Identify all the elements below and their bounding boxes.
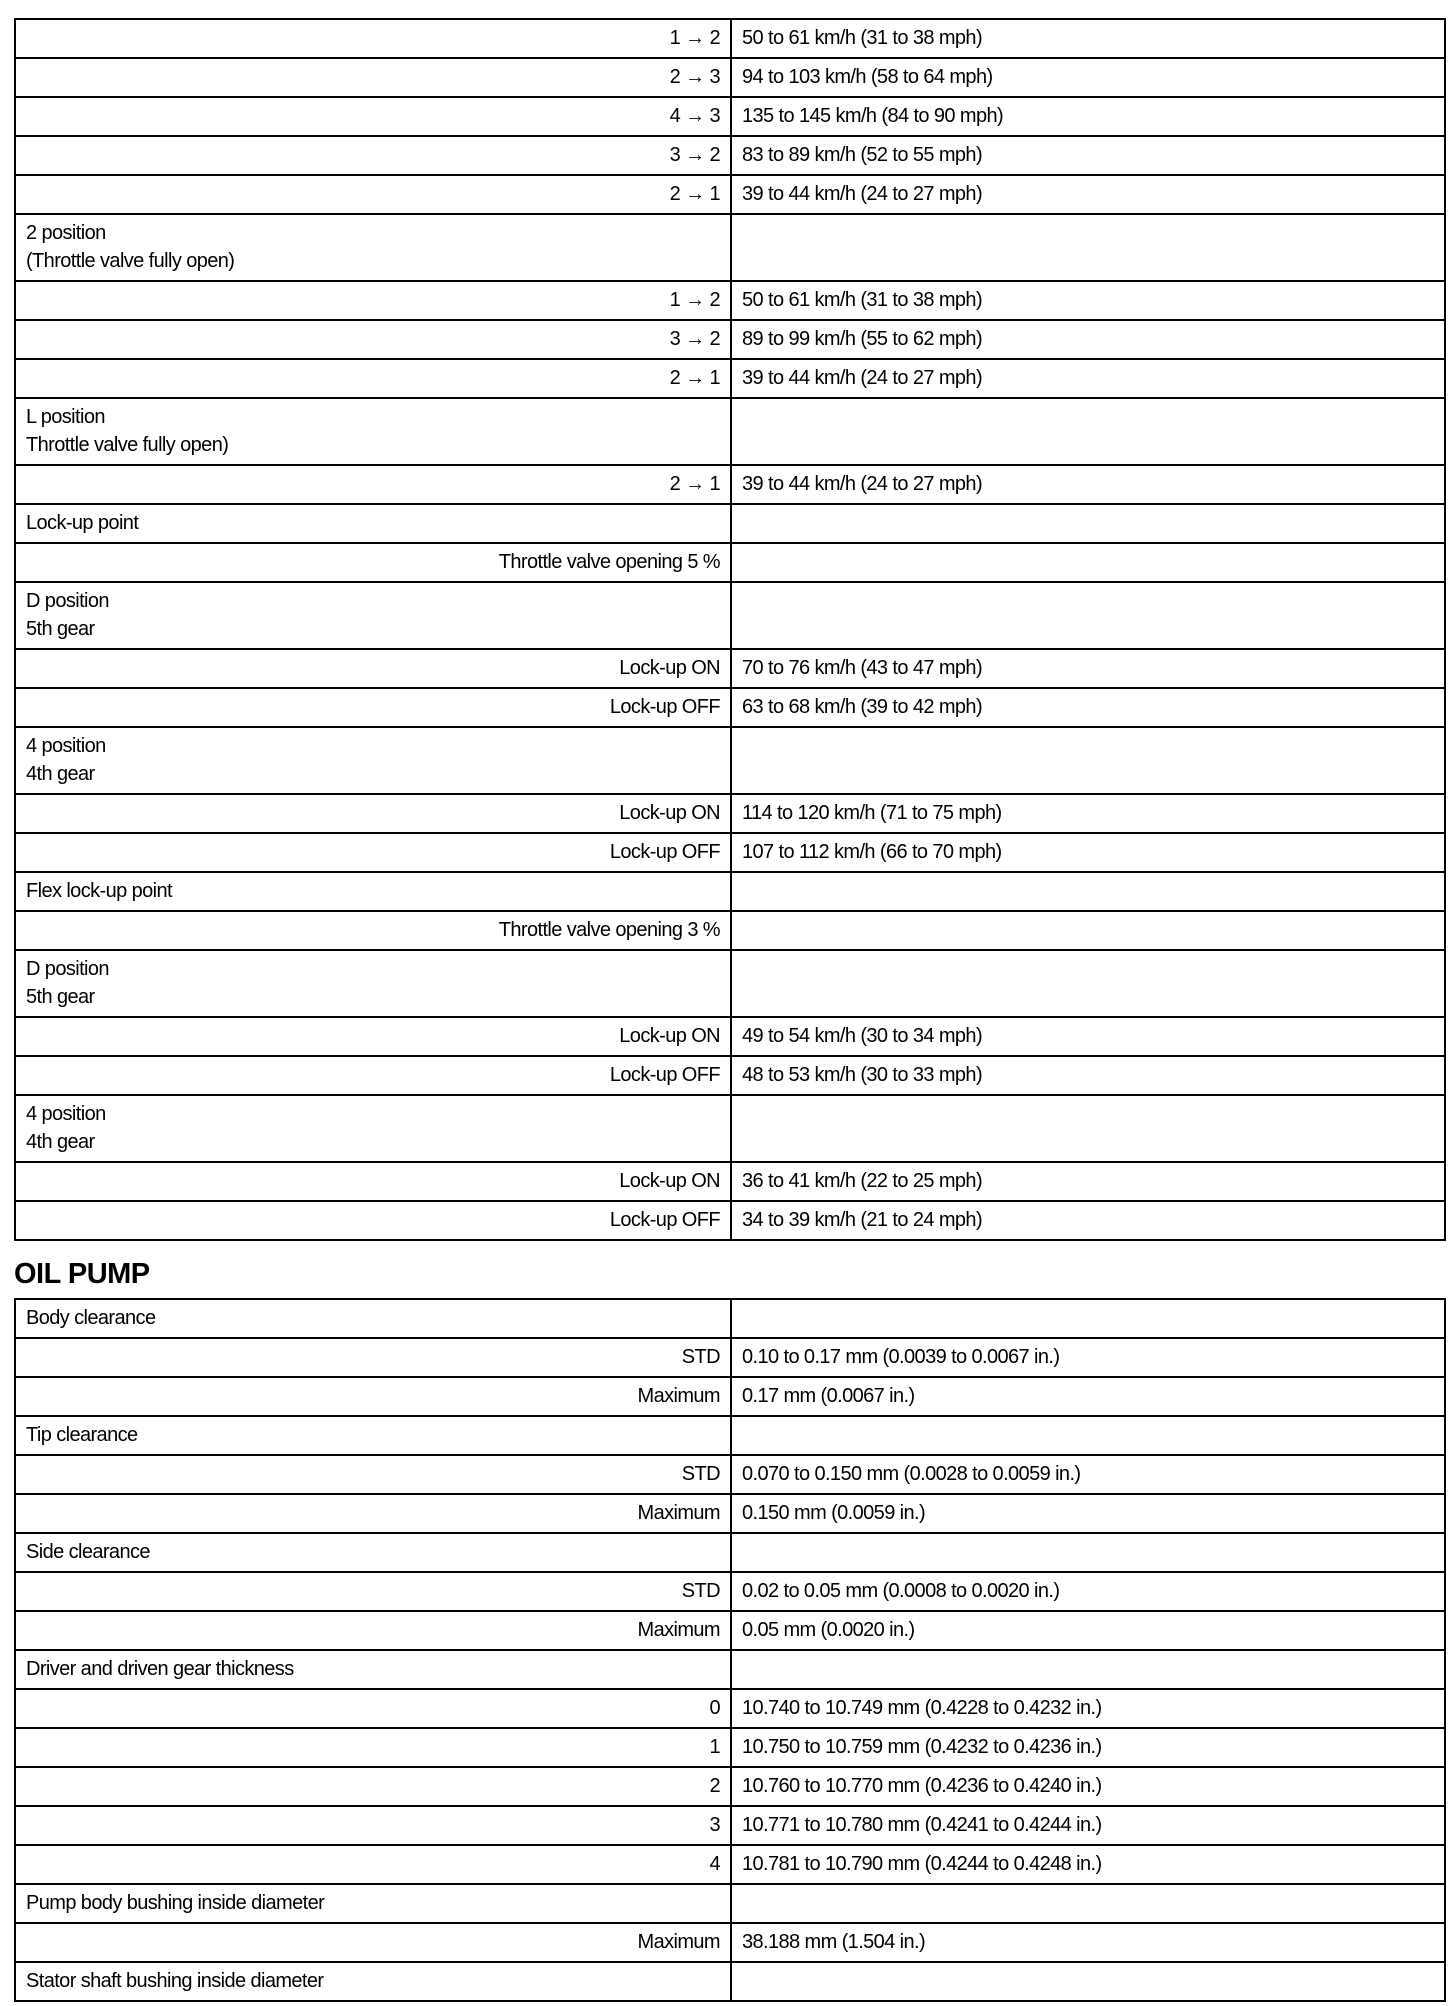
spec-label-cell (16, 728, 732, 793)
spec-value-cell (732, 1417, 1444, 1454)
spec-group-label: 4th gear (26, 763, 95, 785)
spec-row (14, 1057, 1446, 1096)
spec-label-cell: 1 → 2 (16, 20, 732, 57)
spec-label-cell (16, 505, 732, 542)
spec-row (14, 321, 1446, 360)
spec-label-cell: 4 (16, 1846, 732, 1883)
spec-value-cell: 114 to 120 km/h (71 to 75 mph) (742, 802, 1002, 824)
spec-value-cell: 94 to 103 km/h (58 to 64 mph) (742, 66, 993, 88)
spec-value-cell (732, 1300, 1444, 1337)
spec-label-cell (16, 399, 732, 464)
spec-value-cell: 48 to 53 km/h (30 to 33 mph) (742, 1064, 983, 1086)
spec-value-cell: 10.781 to 10.790 mm (0.4244 to 0.4248 in.) (742, 1853, 1102, 1875)
spec-value-cell: 39 to 44 km/h (24 to 27 mph) (742, 367, 983, 389)
spec-group-row (14, 505, 1446, 544)
oil-pump-spec-table (14, 1298, 1446, 2002)
spec-label-cell: Lock-up ON (16, 1018, 732, 1055)
spec-value-cell (732, 1534, 1444, 1571)
spec-value-cell: 50 to 61 km/h (31 to 38 mph) (742, 27, 983, 49)
spec-label-cell: STD (16, 1456, 732, 1493)
spec-value-cell: 135 to 145 km/h (84 to 90 mph) (742, 105, 1004, 127)
spec-group-label: 4 position (26, 735, 106, 757)
spec-row (14, 59, 1446, 98)
spec-row (14, 1202, 1446, 1241)
spec-value-cell: 0.17 mm (0.0067 in.) (742, 1385, 915, 1407)
spec-label-cell: Lock-up OFF (16, 834, 732, 871)
spec-row (14, 689, 1446, 728)
spec-label-cell: 3 → 2 (16, 321, 732, 358)
spec-label-cell (16, 951, 732, 1016)
spec-label-cell: Throttle valve opening 5 % (16, 544, 732, 581)
spec-label-cell: Lock-up OFF (16, 689, 732, 726)
spec-value-cell (732, 583, 1444, 648)
spec-label-cell: 2 → 1 (16, 176, 732, 213)
spec-group-row (14, 873, 1446, 912)
spec-label-cell (16, 1885, 732, 1922)
spec-value-cell: 89 to 99 km/h (55 to 62 mph) (742, 328, 983, 350)
spec-label-cell (16, 1417, 732, 1454)
spec-label-cell: 0 (16, 1690, 732, 1727)
spec-group-row (14, 1096, 1446, 1163)
spec-group-row (14, 1651, 1446, 1690)
spec-group-label: 4th gear (26, 1131, 95, 1153)
spec-value-cell (732, 912, 1444, 949)
spec-row (14, 1729, 1446, 1768)
spec-value-cell: 0.070 to 0.150 mm (0.0028 to 0.0059 in.) (742, 1463, 1081, 1485)
spec-label-cell (16, 1096, 732, 1161)
spec-row (14, 466, 1446, 505)
spec-row (14, 1573, 1446, 1612)
spec-group-label: Throttle valve fully open) (26, 434, 229, 456)
spec-group-label: Stator shaft bushing inside diameter (26, 1970, 324, 1992)
spec-label-cell (16, 583, 732, 648)
spec-group-label: Tip clearance (26, 1424, 138, 1446)
spec-row (14, 176, 1446, 215)
spec-value-cell (732, 544, 1444, 581)
spec-value-cell: 63 to 68 km/h (39 to 42 mph) (742, 696, 983, 718)
spec-label-cell: Throttle valve opening 3 % (16, 912, 732, 949)
spec-group-label: 2 position (26, 222, 106, 244)
spec-row (14, 912, 1446, 951)
spec-row (14, 98, 1446, 137)
spec-value-cell (732, 1096, 1444, 1161)
spec-row (14, 1612, 1446, 1651)
spec-label-cell (16, 1651, 732, 1688)
spec-label-cell: 2 → 3 (16, 59, 732, 96)
spec-group-row (14, 1534, 1446, 1573)
spec-row (14, 1456, 1446, 1495)
spec-row (14, 650, 1446, 689)
spec-group-row (14, 215, 1446, 282)
spec-label-cell: 1 → 2 (16, 282, 732, 319)
spec-label-cell (16, 1534, 732, 1571)
spec-label-cell (16, 215, 732, 280)
spec-value-cell (732, 1885, 1444, 1922)
spec-row (14, 1846, 1446, 1885)
spec-value-cell: 0.02 to 0.05 mm (0.0008 to 0.0020 in.) (742, 1580, 1060, 1602)
spec-value-cell: 49 to 54 km/h (30 to 34 mph) (742, 1025, 983, 1047)
spec-value-cell: 0.05 mm (0.0020 in.) (742, 1619, 915, 1641)
spec-value-cell: 50 to 61 km/h (31 to 38 mph) (742, 289, 983, 311)
spec-value-cell: 70 to 76 km/h (43 to 47 mph) (742, 657, 983, 679)
spec-value-cell (732, 505, 1444, 542)
spec-row (14, 1378, 1446, 1417)
spec-group-row (14, 728, 1446, 795)
spec-row (14, 282, 1446, 321)
spec-group-row (14, 1885, 1446, 1924)
spec-value-cell: 10.740 to 10.749 mm (0.4228 to 0.4232 in.) (742, 1697, 1102, 1719)
spec-value-cell (732, 951, 1444, 1016)
spec-row (14, 20, 1446, 59)
spec-label-cell: 2 → 1 (16, 466, 732, 503)
spec-value-cell: 10.750 to 10.759 mm (0.4232 to 0.4236 in.) (742, 1736, 1102, 1758)
spec-group-label: Pump body bushing inside diameter (26, 1892, 325, 1914)
spec-row (14, 1495, 1446, 1534)
spec-label-cell: STD (16, 1573, 732, 1610)
spec-group-row (14, 583, 1446, 650)
spec-row (14, 544, 1446, 583)
spec-label-cell: Lock-up OFF (16, 1057, 732, 1094)
spec-label-cell: 3 (16, 1807, 732, 1844)
spec-row (14, 1924, 1446, 1963)
spec-label-cell: Maximum (16, 1612, 732, 1649)
spec-row (14, 1807, 1446, 1846)
spec-group-row (14, 399, 1446, 466)
spec-value-cell: 0.150 mm (0.0059 in.) (742, 1502, 926, 1524)
spec-group-label: Body clearance (26, 1307, 156, 1329)
spec-value-cell (732, 215, 1444, 280)
spec-group-label: Driver and driven gear thickness (26, 1658, 294, 1680)
spec-label-cell: Lock-up ON (16, 650, 732, 687)
shift-point-spec-table (14, 18, 1446, 1241)
spec-group-label: D position (26, 958, 109, 980)
spec-row (14, 834, 1446, 873)
spec-row (14, 137, 1446, 176)
spec-label-cell: 2 (16, 1768, 732, 1805)
spec-value-cell: 0.10 to 0.17 mm (0.0039 to 0.0067 in.) (742, 1346, 1060, 1368)
spec-label-cell: Lock-up OFF (16, 1202, 732, 1239)
spec-row (14, 1018, 1446, 1057)
spec-value-cell: 107 to 112 km/h (66 to 70 mph) (742, 841, 1002, 863)
spec-group-label: Flex lock-up point (26, 880, 172, 902)
spec-row (14, 1768, 1446, 1807)
spec-value-cell: 10.760 to 10.770 mm (0.4236 to 0.4240 in.) (742, 1775, 1102, 1797)
spec-label-cell: Maximum (16, 1495, 732, 1532)
spec-label-cell: Lock-up ON (16, 1163, 732, 1200)
spec-value-cell (732, 1963, 1444, 2000)
spec-group-label: 5th gear (26, 618, 95, 640)
spec-row (14, 1339, 1446, 1378)
spec-group-label: D position (26, 590, 109, 612)
spec-group-row (14, 1963, 1446, 2002)
spec-label-cell: Maximum (16, 1378, 732, 1415)
spec-value-cell (732, 1651, 1444, 1688)
spec-label-cell (16, 1300, 732, 1337)
spec-row (14, 795, 1446, 834)
spec-label-cell: Maximum (16, 1924, 732, 1961)
spec-value-cell: 10.771 to 10.780 mm (0.4241 to 0.4244 in.) (742, 1814, 1102, 1836)
spec-group-label: (Throttle valve fully open) (26, 250, 235, 272)
spec-group-row (14, 1417, 1446, 1456)
spec-group-row (14, 1300, 1446, 1339)
spec-group-row (14, 951, 1446, 1018)
spec-label-cell: 2 → 1 (16, 360, 732, 397)
spec-label-cell (16, 1963, 732, 2000)
spec-label-cell: Lock-up ON (16, 795, 732, 832)
spec-group-label: Lock-up point (26, 512, 139, 534)
spec-value-cell (732, 399, 1444, 464)
spec-group-label: Side clearance (26, 1541, 150, 1563)
spec-value-cell: 36 to 41 km/h (22 to 25 mph) (742, 1170, 983, 1192)
spec-value-cell: 38.188 mm (1.504 in.) (742, 1931, 926, 1953)
spec-group-label: 4 position (26, 1103, 106, 1125)
spec-label-cell: 4 → 3 (16, 98, 732, 135)
spec-row (14, 360, 1446, 399)
spec-label-cell: 3 → 2 (16, 137, 732, 174)
spec-row (14, 1690, 1446, 1729)
spec-value-cell (732, 728, 1444, 793)
spec-group-label: L position (26, 406, 105, 428)
spec-label-cell: STD (16, 1339, 732, 1376)
spec-value-cell (732, 873, 1444, 910)
spec-value-cell: 34 to 39 km/h (21 to 24 mph) (742, 1209, 983, 1231)
spec-value-cell: 83 to 89 km/h (52 to 55 mph) (742, 144, 983, 166)
spec-value-cell: 39 to 44 km/h (24 to 27 mph) (742, 183, 983, 205)
section-heading-oil-pump: OIL PUMP (14, 1258, 150, 1290)
spec-value-cell: 39 to 44 km/h (24 to 27 mph) (742, 473, 983, 495)
spec-row (14, 1163, 1446, 1202)
spec-group-label: 5th gear (26, 986, 95, 1008)
spec-label-cell: 1 (16, 1729, 732, 1766)
spec-label-cell (16, 873, 732, 910)
